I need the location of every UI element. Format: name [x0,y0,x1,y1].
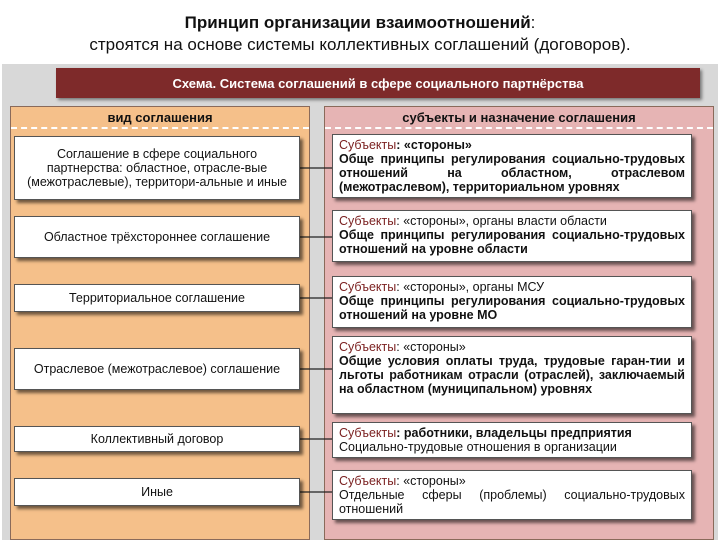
slide-title [0,12,720,56]
subject-label: Субъекты [339,426,397,440]
subject-label: Субъекты [339,280,397,294]
agreement-type-box: Иные [14,478,300,506]
scheme-title: Схема. Система соглашений в сфере социального партнёрства [56,68,700,98]
right-panel-header: субъекты и назначение соглашения [325,107,713,129]
agreement-purpose: Обще принципы регулирования социально-трудовых отношений на областном, отраслевом (межотраслевом), территориальном уровнях [339,152,685,194]
subject-label: Субъекты [339,138,397,152]
agreement-purpose: Обще принципы регулирования социально-трудовых отношений на уровне области [339,228,685,256]
slide-title-main: Принцип организации взаимоотношений: [184,13,536,32]
agreement-type-box: Отраслевое (межотраслевое) соглашение [14,348,300,390]
subject-purpose-box [332,470,692,520]
agreement-type-box: Областное трёхстороннее соглашение [14,216,300,258]
left-panel-header: вид соглашения [11,107,309,129]
subject-value: : работники, владельцы предприятия [396,426,632,440]
scheme-diagram [2,64,718,540]
subject-value: : «стороны», органы власти области [396,214,607,228]
slide-subtitle: строятся на основе системы коллективных соглашений (договоров). [89,35,631,54]
agreement-type-box: Территориальное соглашение [14,284,300,312]
subject-value: : «стороны» [396,340,466,354]
agreement-purpose: Отдельные сферы (проблемы) социально-трудовых отношений [339,488,685,516]
subject-label: Субъекты [339,474,397,488]
agreement-purpose: Общие условия оплаты труда, трудовые гаран-тии и льготы работникам отрасли (отраслей), заключаемый на областном (муниципальном) уровнях [339,354,685,396]
subject-purpose-box [332,276,692,328]
subject-purpose-box [332,336,692,414]
agreement-type-box: Соглашение в сфере социального партнерства: областное, отрасле-вые (межотраслевые), территори-альные и иные [14,136,300,200]
subject-value: : «стороны» [396,474,466,488]
subject-purpose-box [332,422,692,458]
subject-label: Субъекты [339,340,397,354]
agreement-purpose: Обще принципы регулирования социально-трудовых отношений на уровне МО [339,294,685,322]
subject-purpose-box [332,210,692,262]
subject-value: : «стороны», органы МСУ [396,280,545,294]
agreement-purpose: Социально-трудовые отношения в организации [339,440,617,454]
subject-value: : «стороны» [396,138,472,152]
agreement-type-box: Коллективный договор [14,426,300,452]
subject-label: Субъекты [339,214,397,228]
subject-purpose-box [332,134,692,198]
